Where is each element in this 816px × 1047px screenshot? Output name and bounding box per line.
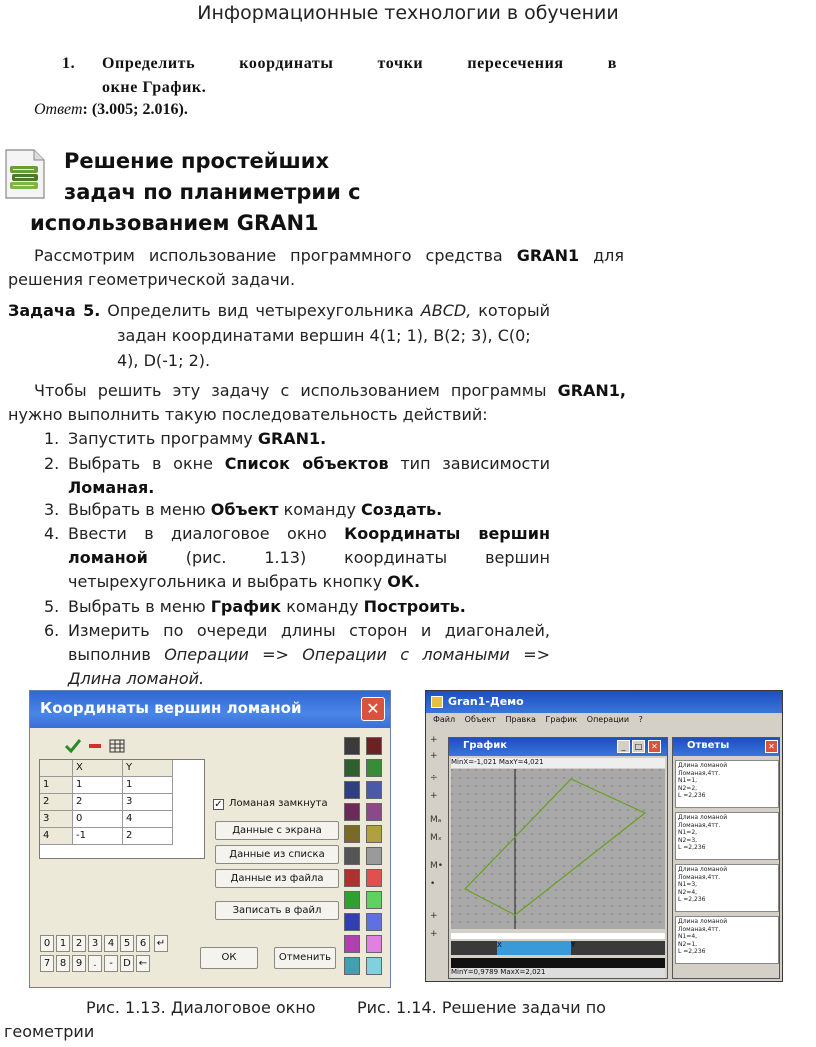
caption-fig13: Рис. 1.13. Диалоговое окно <box>86 998 316 1017</box>
table-cell[interactable]: 2 <box>73 794 123 811</box>
color-swatch[interactable] <box>366 759 382 777</box>
table-row-number: 3 <box>40 811 73 828</box>
keypad-key[interactable]: 3 <box>88 935 102 952</box>
answer-line: Длина ломаной <box>678 762 728 769</box>
color-swatch[interactable] <box>344 957 360 975</box>
gran-window-title: Gran1-Демо <box>426 691 782 713</box>
para-line2: нужно выполнить такую последовательность действий: <box>8 405 488 424</box>
list-item: 5. Выбрать в меню График команду Построить. <box>44 597 466 616</box>
table-cell[interactable]: 2 <box>123 828 173 845</box>
table-icon[interactable] <box>108 737 126 755</box>
keypad-key[interactable]: . <box>88 955 102 972</box>
list-item: 1. Запустить программу GRAN1. <box>44 429 327 448</box>
tool-icon[interactable]: Mₓ <box>430 833 442 843</box>
table-header-cell <box>40 760 73 777</box>
color-swatch[interactable] <box>366 781 382 799</box>
enter-key-icon[interactable]: ↵ <box>154 935 168 952</box>
table-header-cell: Y <box>123 760 173 777</box>
list-item: 4. Ввести в диалоговое окно Координаты вершин ломаной (рис. 1.13) координаты вершин четырехугольника и выбрать кнопку ОК. <box>44 524 550 591</box>
keypad-key[interactable]: 4 <box>104 935 118 952</box>
answer-line: Ломаная,4тт. <box>678 925 721 933</box>
menu-help[interactable]: ? <box>638 715 643 724</box>
gran1-window <box>425 690 783 982</box>
y-mark: Y <box>571 941 576 949</box>
color-swatch[interactable] <box>366 935 382 953</box>
color-swatch[interactable] <box>344 803 360 821</box>
graph-bottom-readout: MinY=0,9789 MaxX=2,021 <box>451 968 665 978</box>
app-icon <box>431 696 443 708</box>
answer-label: Ответ <box>34 101 83 118</box>
closed-polyline-checkbox[interactable]: ✓ Ломаная замкнута <box>214 798 328 810</box>
graph-scrollbar[interactable] <box>451 933 665 939</box>
answer-line: Длина ломаной <box>678 866 728 873</box>
section-title-line3: использованием GRAN1 <box>30 211 319 235</box>
answer-line: L =2,236 <box>678 844 706 851</box>
gran-tool-sidebar <box>428 733 446 978</box>
close-icon[interactable]: ✕ <box>648 740 661 753</box>
intro-line2: решения геометрической задачи. <box>8 270 296 289</box>
keypad-key[interactable]: - <box>104 955 118 972</box>
color-swatch[interactable] <box>366 737 382 755</box>
section-title-line2: задач по планиметрии с <box>64 180 361 204</box>
answer-line: N1=1, <box>678 777 698 784</box>
color-swatch[interactable] <box>344 825 360 843</box>
page-header: Информационные технологии в обучении <box>197 2 619 24</box>
keypad-key[interactable]: ← <box>136 955 150 972</box>
color-swatch[interactable] <box>344 847 360 865</box>
menu-graph[interactable]: График <box>545 715 578 724</box>
keypad-key[interactable]: 2 <box>72 935 86 952</box>
color-swatch[interactable] <box>366 825 382 843</box>
table-row-number: 4 <box>40 828 73 845</box>
answer-line: Длина ломаной <box>678 918 728 925</box>
answer-entry <box>675 760 779 808</box>
color-swatch[interactable] <box>366 869 382 887</box>
tool-icon[interactable]: + <box>430 911 438 921</box>
close-button[interactable]: ✕ <box>361 697 385 721</box>
color-swatch[interactable] <box>344 869 360 887</box>
tool-icon[interactable]: + <box>430 751 438 761</box>
answer-line: L =2,236 <box>678 896 706 903</box>
table-cell[interactable]: -1 <box>73 828 123 845</box>
data-from-list-button[interactable]: Данные из списка <box>215 845 339 864</box>
keypad-key[interactable]: 5 <box>120 935 134 952</box>
table-row-number: 1 <box>40 777 73 794</box>
color-swatch[interactable] <box>344 781 360 799</box>
tool-icon[interactable]: M• <box>430 861 444 871</box>
save-to-file-button[interactable]: Записать в файл <box>215 901 339 920</box>
answer <box>34 101 188 119</box>
minimize-icon[interactable]: _ <box>617 740 630 753</box>
caption-fig14: Рис. 1.14. Решение задачи по <box>357 998 606 1017</box>
coordinates-table[interactable] <box>39 759 205 859</box>
maximize-icon[interactable]: □ <box>632 740 645 753</box>
color-swatch[interactable] <box>344 935 360 953</box>
delete-row-icon[interactable] <box>86 737 104 755</box>
data-from-file-button[interactable]: Данные из файла <box>215 869 339 888</box>
check-icon[interactable] <box>64 737 82 755</box>
menu-edit[interactable]: Правка <box>505 715 536 724</box>
color-swatch[interactable] <box>366 847 382 865</box>
answer-line: L =2,236 <box>678 792 706 799</box>
intro-line1: Рассмотрим использование программного средства GRAN1 для <box>34 246 624 265</box>
task-line3: 4), D(-1; 2). <box>117 351 211 370</box>
list-item: 2. Выбрать в окне Список объектов тип зависимости Ломаная. <box>44 454 551 497</box>
answer-line: N2=3, <box>678 836 698 844</box>
answer-line: N1=3, <box>678 881 698 888</box>
table-row-number: 2 <box>40 794 73 811</box>
answer-line: N2=2, <box>678 784 698 792</box>
keypad-key[interactable]: 7 <box>40 955 54 972</box>
answer-line: L =2,236 <box>678 948 706 955</box>
question-number: 1. <box>62 55 76 72</box>
data-from-screen-button[interactable]: Данные с экрана <box>215 821 339 840</box>
table-header-cell: X <box>73 760 123 777</box>
menu-file[interactable]: Файл <box>433 715 456 724</box>
cancel-button[interactable]: Отменить <box>274 947 336 969</box>
keypad-key[interactable]: 8 <box>56 955 70 972</box>
answer-line: Длина ломаной <box>678 814 728 821</box>
color-swatch[interactable] <box>366 957 382 975</box>
table-cell[interactable]: 3 <box>123 794 173 811</box>
keypad-key[interactable]: 0 <box>40 935 54 952</box>
answer-line: Ломаная,4тт. <box>678 769 721 777</box>
question-1 <box>62 52 622 100</box>
tool-icon[interactable]: Mₐ <box>430 815 442 825</box>
checkmark-icon: ✓ <box>214 799 223 810</box>
keypad-key[interactable]: 6 <box>136 935 150 952</box>
graph-canvas[interactable] <box>451 769 665 929</box>
color-swatch[interactable] <box>344 737 360 755</box>
tool-icon[interactable]: • <box>430 879 436 889</box>
tool-icon[interactable]: ÷ <box>430 773 438 783</box>
color-swatch[interactable] <box>344 913 360 931</box>
tool-icon[interactable]: + <box>430 929 438 939</box>
table-cell[interactable]: 4 <box>123 811 173 828</box>
answer-line: N2=1, <box>678 940 698 948</box>
x-mark: X <box>497 941 502 949</box>
keypad-key[interactable]: 1 <box>56 935 70 952</box>
answer-line: N1=2, <box>678 829 698 836</box>
ok-button[interactable]: ОК <box>200 947 258 969</box>
answer-line: N1=4, <box>678 933 698 940</box>
answer-line: Ломаная,4тт. <box>678 873 721 881</box>
table-cell[interactable]: 1 <box>123 777 173 794</box>
table-cell[interactable]: 0 <box>73 811 123 828</box>
list-item: 3. Выбрать в меню Объект команду Создать. <box>44 500 443 519</box>
question-text-line2: окне График. <box>102 79 207 96</box>
tool-icon[interactable]: + <box>430 735 438 745</box>
color-swatch[interactable] <box>366 891 382 909</box>
color-swatch[interactable] <box>344 759 360 777</box>
question-text-line1: Определить координаты точки пересечения в <box>102 55 617 72</box>
answer-line: Ломаная,4тт. <box>678 821 721 829</box>
menu-operations[interactable]: Операции <box>586 715 630 724</box>
caption-continuation: геометрии <box>4 1022 95 1041</box>
table-cell[interactable]: 1 <box>73 777 123 794</box>
graph-window-title: График <box>449 738 667 756</box>
section-title-line1: Решение простейших <box>64 149 330 173</box>
list-item: 6. Измерить по очереди длины сторон и диагоналей, выполнив Операции => Операции с ломаными => Длина ломаной. <box>44 621 551 688</box>
task-line1: Задача 5. Определить вид четырехугольника ABCD, который <box>8 301 550 320</box>
para-line1: Чтобы решить эту задачу с использованием программы GRAN1, <box>34 381 626 400</box>
color-swatch[interactable] <box>344 891 360 909</box>
axis-bar <box>451 941 665 955</box>
task-line2: задан координатами вершин 4(1; 1), В(2; 3), С(0; <box>117 326 531 345</box>
color-swatch[interactable] <box>366 913 382 931</box>
answer-entry <box>675 916 779 964</box>
answer-entry <box>675 812 779 860</box>
answers-window-title: Ответы <box>673 738 779 756</box>
answer-line: N2=4, <box>678 888 698 896</box>
keypad-key[interactable]: D <box>120 955 134 972</box>
close-icon[interactable]: ✕ <box>765 740 778 753</box>
answers-window <box>672 737 780 979</box>
menu-object[interactable]: Объект <box>464 715 496 724</box>
graph-window <box>448 737 668 979</box>
color-swatch[interactable] <box>366 803 382 821</box>
gran-menu-bar <box>426 715 782 731</box>
coordinates-dialog <box>29 690 391 988</box>
tool-icon[interactable]: + <box>430 791 438 801</box>
answer-entry <box>675 864 779 912</box>
graph-top-readout: MinX=-1,021 MaxY=4,021 <box>451 758 665 768</box>
dialog-title: Координаты вершин ломаной <box>30 691 390 728</box>
books-icon <box>4 148 46 200</box>
answer-value: : (3.005; 2.016). <box>82 101 188 118</box>
keypad-key[interactable]: 9 <box>72 955 86 972</box>
